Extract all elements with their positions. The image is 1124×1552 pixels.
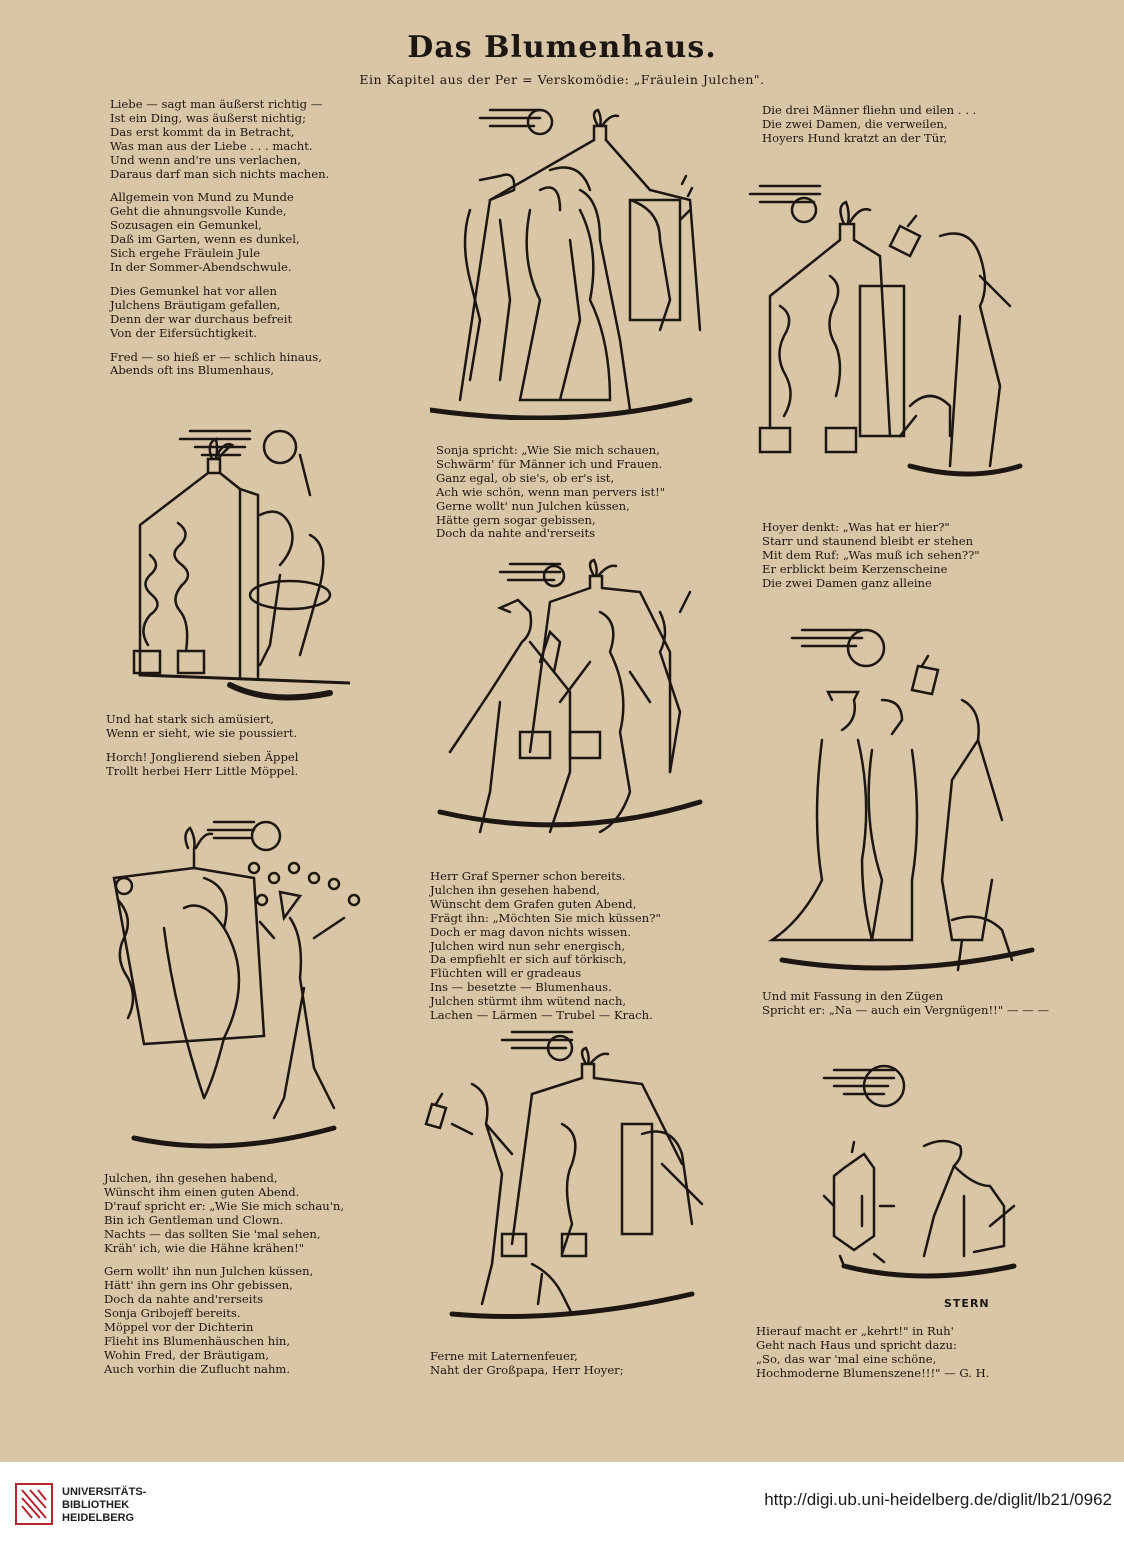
verse-line: Liebe — sagt man äußerst richtig — [110, 97, 323, 111]
verse-line: Von der Eifersüchtigkeit. [110, 325, 257, 340]
verse-line: Ins — besetzte — Blumenhaus. [430, 980, 612, 995]
stanza [110, 98, 329, 181]
stanza [762, 521, 980, 591]
library-logo-icon [14, 1482, 54, 1530]
verse-line: Auch vorhin die Zuflucht nahm. [104, 1361, 291, 1376]
verse-line: Hierauf macht er „kehrt!" in Ruh' [756, 1324, 954, 1338]
illustration-graf-sperner [430, 552, 710, 852]
verse-line: Julchen ihn gesehen habend, [430, 882, 600, 897]
library-name [62, 1486, 146, 1525]
verse-line: Horch! Jonglierend sieben Äppel [106, 749, 299, 764]
library-name-line1: UNIVERSITÄTS- [62, 1486, 147, 1498]
illustration-fred-at-door [120, 415, 350, 705]
verse-line: Er erblickt beim Kerzenscheine [762, 561, 948, 576]
text-block-8 [762, 521, 980, 601]
illustration-hoyer-lantern-approach [412, 1024, 732, 1324]
verse-line: Hochmoderne Blumenszene!!!" — G. H. [756, 1365, 990, 1380]
illustration-dog-and-lantern [814, 1056, 1024, 1306]
source-url-link[interactable]: http://digi.ub.uni-heidelberg.de/diglit/lb21/0962 [764, 1490, 1112, 1509]
verse-line: Julchens Bräutigam gefallen, [110, 297, 281, 312]
text-block-7 [762, 104, 976, 156]
verse-line: Bin ich Gentleman und Clown. [104, 1212, 284, 1227]
verse-line: Herr Graf Sperner schon bereits. [430, 869, 626, 883]
stanza [110, 351, 329, 379]
page-subtitle: Ein Kapitel aus der Per = Verskomödie: „Fräulein Julchen". [359, 72, 765, 87]
verse-line: Die zwei Damen ganz alleine [762, 575, 932, 590]
verse-line: D'rauf spricht er: „Wie Sie mich schau'n, [104, 1198, 345, 1213]
verse-line: Flüchten will er gradeaus [430, 966, 582, 981]
verse-line: Frägt ihn: „Möchten Sie mich küssen?" [430, 910, 661, 925]
verse-line: Ach wie schön, wenn man pervers ist!" [436, 484, 666, 499]
stanza [436, 444, 665, 541]
verse-line: Flieht ins Blumenhäuschen hin, [104, 1333, 291, 1348]
illustration-juggler-moeppel [104, 808, 364, 1158]
verse-line: Julchen, ihn gesehen habend, [104, 1171, 278, 1185]
verse-line: Hätte gern sogar gebissen, [436, 512, 596, 527]
verse-line: Doch er mag davon nichts wissen. [430, 924, 632, 939]
verse-line: Und mit Fassung in den Zügen [762, 989, 944, 1003]
verse-line: Was man aus der Liebe . . . macht. [110, 138, 313, 153]
text-block-4 [436, 444, 665, 551]
stanza [430, 870, 661, 1023]
verse-line: Sozusagen ein Gemunkel, [110, 218, 262, 233]
stanza [106, 751, 298, 779]
verse-line: Sonja Gribojeff bereits. [104, 1306, 241, 1321]
verse-line: Gern wollt' ihn nun Julchen küssen, [104, 1264, 314, 1279]
verse-line: Allgemein von Mund zu Munde [110, 190, 294, 205]
verse-line: Fred — so hieß er — schlich hinaus, [110, 349, 322, 364]
verse-line: Lachen — Lärmen — Trubel — Krach. [430, 1008, 653, 1023]
library-name-line3: HEIDELBERG [62, 1512, 135, 1524]
stanza [762, 990, 1049, 1018]
stanza [756, 1325, 989, 1381]
stanza [762, 104, 976, 146]
text-block-1 [110, 98, 329, 388]
text-block-6 [430, 1350, 624, 1388]
text-block-10 [756, 1325, 989, 1391]
verse-line: Die drei Männer fliehn und eilen . . . [762, 103, 977, 117]
stanza [106, 713, 298, 741]
verse-line: Naht der Großpapa, Herr Hoyer; [430, 1362, 624, 1377]
verse-line: Julchen wird nun sehr energisch, [430, 938, 626, 953]
stanza [430, 1350, 624, 1378]
verse-line: Doch da nahte and'rerseits [436, 526, 596, 541]
verse-line: Geht nach Haus und spricht dazu: [756, 1337, 957, 1352]
verse-line: Dies Gemunkel hat vor allen [110, 283, 277, 298]
verse-line: Gerne wollt' nun Julchen küssen, [436, 498, 630, 513]
verse-line: Nachts — das sollten Sie 'mal sehen, [104, 1226, 321, 1241]
verse-line: Doch da nahte and'rerseits [104, 1292, 264, 1307]
stanza [110, 191, 329, 274]
verse-line: Kräh' ich, wie die Hähne krähen!" [104, 1240, 305, 1255]
footer-bar [0, 1462, 1124, 1552]
verse-line: Hätt' ihn gern ins Ohr gebissen, [104, 1278, 293, 1293]
verse-line: Möppel vor der Dichterin [104, 1320, 254, 1335]
verse-line: Mit dem Ruf: „Was muß ich sehen??" [762, 547, 980, 562]
stanza [104, 1172, 344, 1255]
verse-line: Wünscht ihm einen guten Abend. [104, 1184, 300, 1199]
verse-line: Geht die ahnungsvolle Kunde, [110, 204, 287, 219]
verse-line: Wenn er sieht, wie sie poussiert. [106, 725, 298, 740]
verse-line: Schwärm' für Männer ich und Frauen. [436, 456, 663, 471]
verse-line: Und wenn and're uns verlachen, [110, 152, 301, 167]
verse-line: Ferne mit Laternenfeuer, [430, 1349, 578, 1363]
text-block-9 [762, 990, 1049, 1028]
verse-line: Hoyers Hund kratzt an der Tür, [762, 130, 948, 145]
verse-line: Starr und staunend bleibt er stehen [762, 533, 974, 548]
verse-line: Daraus darf man sich nichts machen. [110, 166, 330, 181]
stanza [104, 1265, 344, 1376]
verse-line: Spricht er: „Na — auch ein Vergnügen!!" — — — [762, 1002, 1049, 1017]
illustration-sonja-julchen-house [430, 100, 710, 420]
verse-line: Abends oft ins Blumenhaus, [110, 363, 275, 378]
verse-line: Julchen stürmt ihm wütend nach, [430, 994, 627, 1009]
verse-line: Die zwei Damen, die verweilen, [762, 116, 948, 131]
verse-line: Denn der war durchaus befreit [110, 311, 293, 326]
verse-line: Da empfiehlt er sich auf törkisch, [430, 952, 627, 967]
text-block-2 [106, 713, 298, 789]
verse-line: Sonja spricht: „Wie Sie mich schauen, [436, 443, 660, 457]
illustration-hoyer-two-ladies [762, 620, 1042, 980]
verse-line: In der Sommer-Abendschwule. [110, 259, 292, 274]
text-block-5 [430, 870, 661, 1033]
verse-line: Wohin Fred, der Bräutigam, [104, 1347, 270, 1362]
text-block-3 [104, 1172, 344, 1387]
verse-line: Hoyer denkt: „Was hat er hier?" [762, 520, 950, 534]
verse-line: Ganz egal, ob sie's, ob er's ist, [436, 470, 615, 485]
artist-signature: STERN [944, 1297, 990, 1310]
illustration-hoyer-at-door-dog [740, 166, 1040, 482]
verse-line: Und hat stark sich amüsiert, [106, 712, 274, 726]
verse-line: Trollt herbei Herr Little Möppel. [106, 763, 299, 778]
library-name-line2: BIBLIOTHEK [62, 1499, 130, 1511]
verse-line: Wünscht dem Grafen guten Abend, [430, 896, 637, 911]
verse-line: Sich ergehe Fräulein Jule [110, 246, 261, 261]
verse-line: Daß im Garten, wenn es dunkel, [110, 232, 300, 247]
verse-line: Das erst kommt da in Betracht, [110, 124, 295, 139]
stanza [110, 285, 329, 341]
verse-line: Ist ein Ding, was äußerst nichtig; [110, 110, 306, 125]
verse-line: „So, das war 'mal eine schöne, [756, 1351, 937, 1366]
page-title: Das Blumenhaus. [407, 30, 717, 65]
